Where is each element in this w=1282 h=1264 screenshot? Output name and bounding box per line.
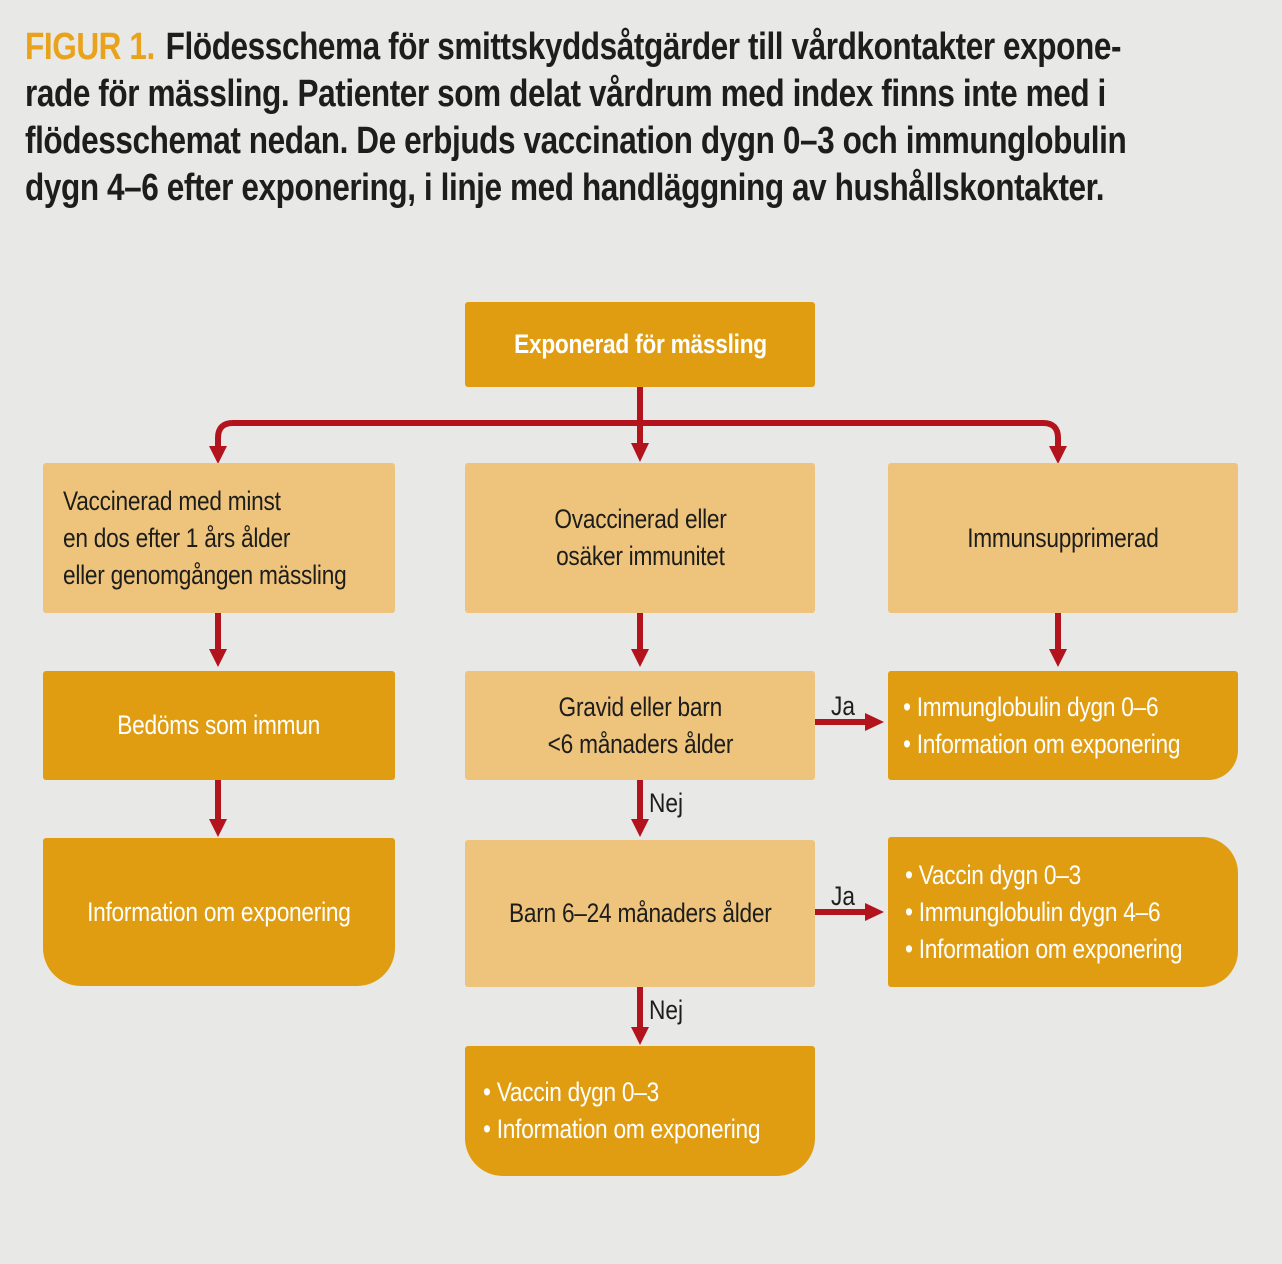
- node-unvaccinated-line: osäker immunitet: [555, 541, 725, 571]
- node-vaccinated-line: en dos efter 1 års ålder: [63, 522, 291, 553]
- node-immunosuppressed: [888, 463, 1238, 613]
- arrowhead-left-branch: [209, 446, 227, 464]
- node-ig-0-6-bullet: • Information om exponering: [903, 728, 1181, 759]
- arrowhead-ja-child: [865, 903, 884, 921]
- arrowhead-immunosuppressed: [1049, 649, 1067, 667]
- arrowhead-unvaccinated: [631, 649, 649, 667]
- node-pregnant-or-infant: [465, 671, 815, 780]
- node-vaccinated-line: Vaccinerad med minst: [63, 485, 281, 516]
- title-line-2: rade för mässling. Patienter som delat vårdrum med index finns inte med i: [25, 73, 1106, 115]
- arrowhead-vaccinated: [209, 649, 227, 667]
- node-ig-0-6: [888, 671, 1238, 780]
- node-vaccinated: [43, 463, 395, 613]
- node-unvaccinated-line: Ovaccinerad eller: [553, 504, 727, 534]
- node-deemed-immune-label: Bedöms som immun: [117, 710, 321, 740]
- node-vaccine-and-ig-bullet: • Information om exponering: [905, 933, 1183, 964]
- arrowhead-nej-pregnant: [631, 819, 649, 837]
- edge-label-ja-pregnant: [819, 691, 866, 721]
- node-vaccinated-line: eller genomgången mässling: [63, 559, 347, 590]
- node-vaccine-and-info: [465, 1046, 815, 1176]
- node-unvaccinated: [465, 463, 815, 613]
- title-line-3: flödesschemat nedan. De erbjuds vaccination dygn 0–3 och immunglobulin: [25, 120, 1127, 162]
- arrowhead-center-branch: [631, 443, 649, 462]
- title-text-1: Flödesschema för smittskyddsåtgärder till vårdkontakter expone-: [165, 26, 1122, 68]
- arrowhead-immune: [209, 819, 227, 837]
- edge-label-nej-pregnant: [649, 788, 683, 818]
- node-info-exposure-label: Information om exponering: [87, 896, 351, 927]
- title-line-4: dygn 4–6 efter exponering, i linje med handläggning av hushållskontakter.: [25, 167, 1105, 209]
- edge-label-text: Nej: [649, 995, 684, 1025]
- edge-label-nej-child: [649, 995, 683, 1025]
- node-info-exposure: [43, 838, 395, 986]
- node-child-6-24-label: Barn 6–24 månaders ålder: [508, 898, 772, 928]
- node-pregnant-line: Gravid eller barn: [558, 691, 722, 722]
- node-vaccine-and-info-bullet: • Vaccin dygn 0–3: [483, 1077, 659, 1107]
- figure-number-label: FIGUR 1.: [25, 26, 155, 68]
- node-immunosuppressed-label: Immunsupprimerad: [967, 522, 1159, 553]
- node-vaccine-and-ig-bullet: • Immunglobulin dygn 4–6: [905, 896, 1161, 927]
- node-child-6-24: [465, 840, 815, 987]
- arrowhead-nej-child: [631, 1027, 649, 1045]
- edge-label-text: Nej: [649, 788, 684, 818]
- edge-label-ja-child: [819, 881, 866, 911]
- edge-label-text: Ja: [831, 881, 855, 911]
- arrowhead-ja-pregnant: [865, 713, 884, 731]
- edge-label-text: Ja: [831, 691, 855, 721]
- node-exposed: [465, 302, 815, 387]
- node-exposed-label: Exponerad för mässling: [513, 329, 767, 359]
- node-vaccine-and-ig-bullet: • Vaccin dygn 0–3: [905, 859, 1081, 890]
- node-vaccine-and-info-bullet: • Information om exponering: [483, 1114, 761, 1144]
- node-vaccine-and-ig: [888, 837, 1238, 987]
- arrowhead-right-branch: [1049, 446, 1067, 464]
- node-pregnant-line: <6 månaders ålder: [547, 728, 733, 759]
- node-ig-0-6-bullet: • Immunglobulin dygn 0–6: [903, 691, 1159, 722]
- node-deemed-immune: [43, 671, 395, 780]
